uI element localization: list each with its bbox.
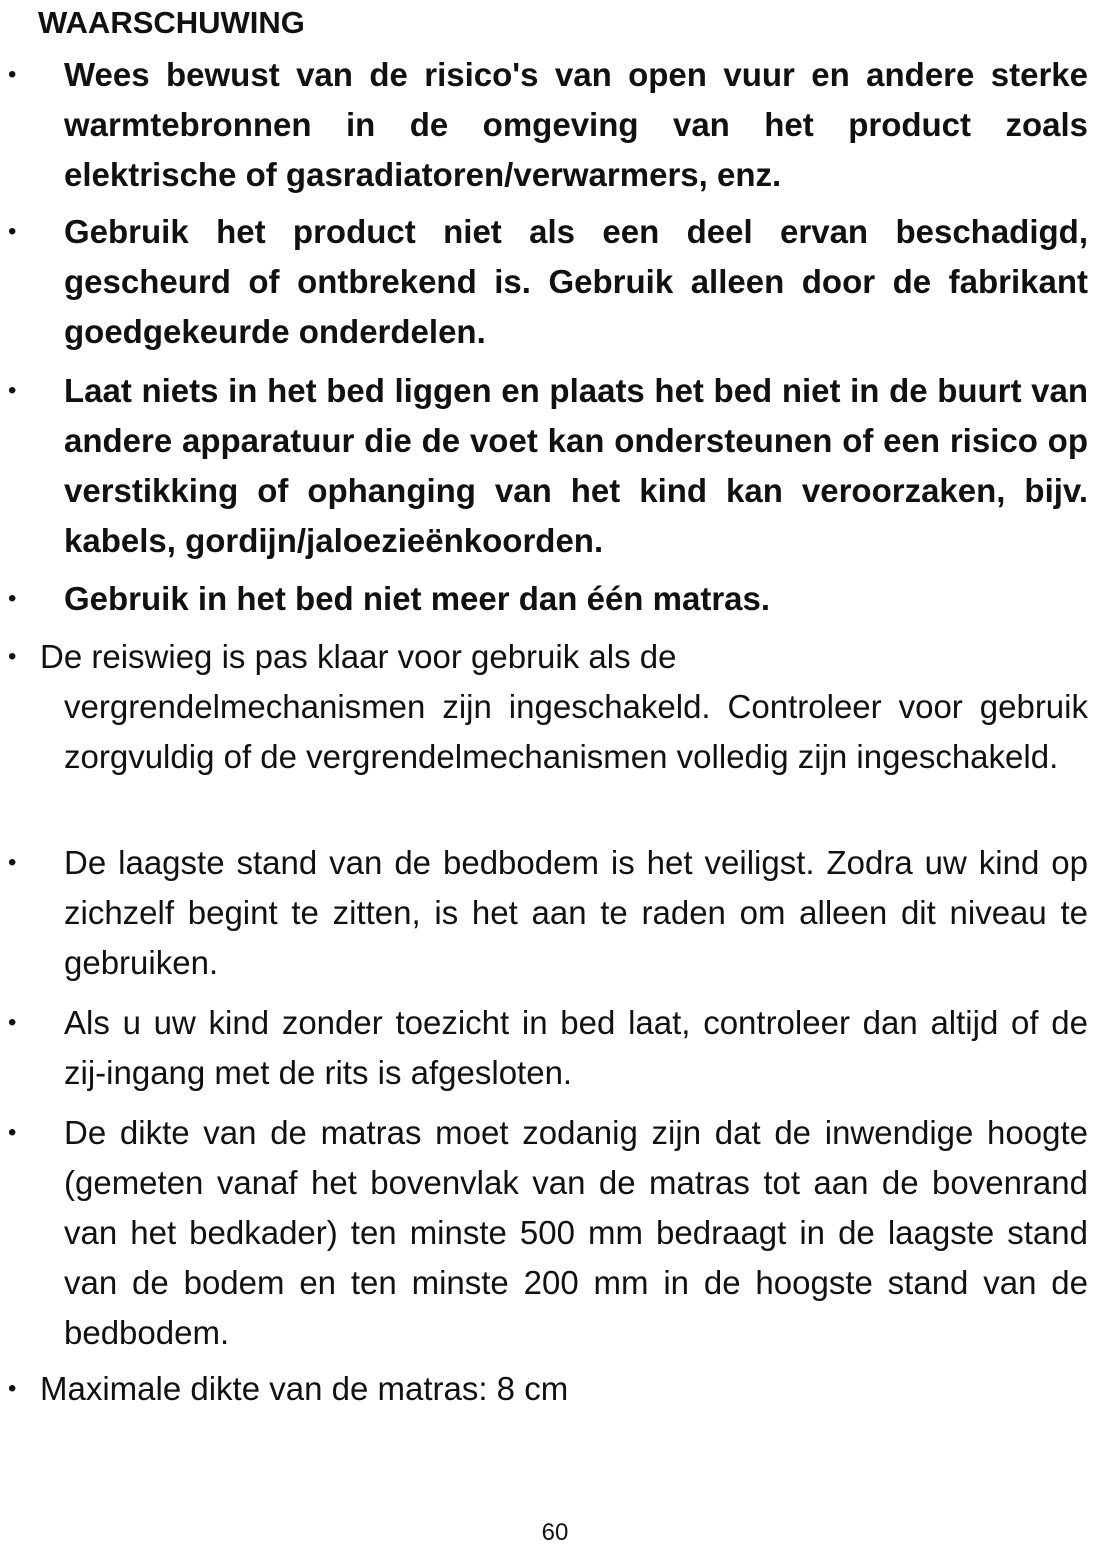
- info-text: De laagste stand van de bedbodem is het veiligst. Zodra uw kind op zichzelf begint te zitten, is het aan te raden om alleen dit niveau te gebruiken.: [64, 844, 1088, 981]
- info-text: [40, 632, 1088, 782]
- warning-text: Wees bewust van de risico's van open vuur en andere sterke warmtebronnen in de omgeving van het product zoals elektrische of gasradiatoren/verwarmers, enz.: [64, 56, 1088, 193]
- info-text: Als u uw kind zonder toezicht in bed laat, controleer dan altijd of de zij-ingang met de rits is afgesloten.: [64, 1004, 1088, 1091]
- page-number: 60: [541, 1519, 569, 1546]
- bullet-icon: •: [8, 585, 17, 612]
- bullet-icon: •: [8, 61, 17, 88]
- info-text-continuation: vergrendelmechanismen zijn ingeschakeld. Controleer voor gebruik zorgvuldig of de vergrendelmechanismen volledig zijn ingeschakeld.: [64, 688, 1088, 775]
- info-text: De dikte van de matras moet zodanig zijn dat de inwendige hoogte (gemeten vanaf het bovenvlak van de matras tot aan de bovenrand van het bedkader) ten minste 500 mm bedraagt in de laagste stand van de bodem en ten minste 200 mm in de hoogste stand van de bedbodem.: [64, 1114, 1088, 1351]
- bullet-icon: •: [8, 218, 17, 245]
- bullet-icon: •: [8, 1375, 17, 1402]
- warning-text: Gebruik het product niet als een deel ervan beschadigd, gescheurd of ontbrekend is. Gebruik alleen door de fabrikant goedgekeurde onderdelen.: [64, 213, 1088, 350]
- bullet-icon: •: [8, 1119, 17, 1146]
- warning-text: Laat niets in het bed liggen en plaats het bed niet in de buurt van andere apparatuur die de voet kan ondersteunen of een risico op verstikking of ophanging van het kind kan veroorzaken, bijv. kabels, gordijn/jaloezieënkoorden.: [64, 372, 1088, 559]
- bullet-icon: •: [8, 849, 17, 876]
- info-text: Maximale dikte van de matras: 8 cm: [40, 1370, 569, 1407]
- bullet-icon: •: [8, 643, 17, 670]
- info-text-first-line: De reiswieg is pas klaar voor gebruik als de: [40, 638, 677, 675]
- bullet-icon: •: [8, 377, 17, 404]
- bullet-icon: •: [8, 1009, 17, 1036]
- warning-heading: WAARSCHUWING: [38, 5, 305, 40]
- warning-text: Gebruik in het bed niet meer dan één matras.: [64, 580, 771, 617]
